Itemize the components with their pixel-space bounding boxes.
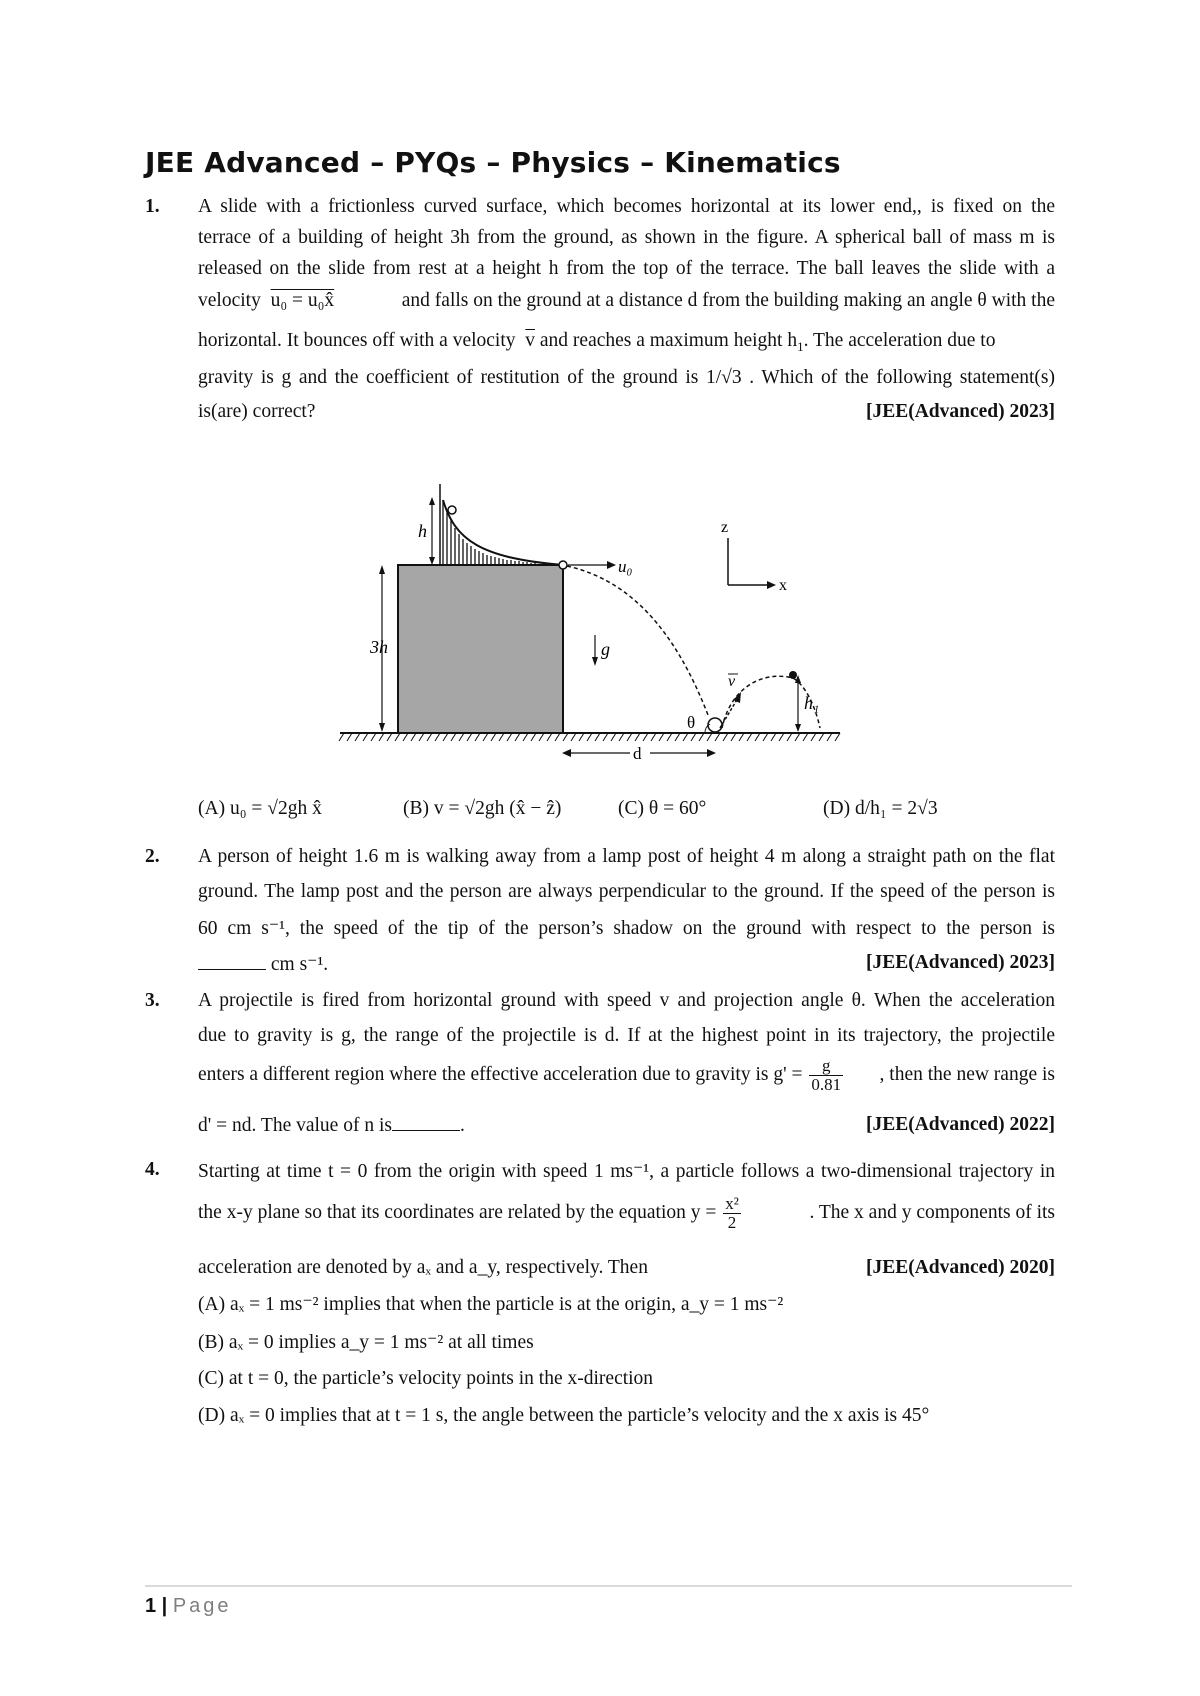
question-line: 60 cm s⁻¹, the speed of the tip of the person’s shadow on the ground with respect to the person is <box>198 918 1055 939</box>
v-label: v <box>728 673 736 690</box>
question-line: Starting at time t = 0 from the origin with speed 1 ms⁻¹, a particle follows a two-dimensional trajectory in <box>198 1161 1055 1182</box>
line-text: horizontal. It bounces off with a velocity <box>198 330 516 351</box>
building <box>398 565 563 733</box>
exam-tag: [JEE(Advanced) 2020] <box>865 1257 1055 1278</box>
exam-tag: [JEE(Advanced) 2023] <box>865 401 1055 422</box>
line-text: . The acceleration due to <box>803 330 996 351</box>
x-axis-label: x <box>779 577 787 594</box>
ball-at-edge <box>559 561 567 569</box>
question-line: ground. The lamp post and the person are always perpendicular to the ground. If the speed of the person is <box>198 881 1055 902</box>
question-number: 4. <box>145 1159 160 1180</box>
question-line: released on the slide from rest at a height h from the top of the terrace. The ball leaves the slide with a <box>198 258 1055 279</box>
line-text: and reaches a maximum height h <box>539 330 798 351</box>
ball-impact <box>708 718 722 732</box>
u0-expression: u₀ = u₀x̂ <box>270 290 335 311</box>
exam-tag: [JEE(Advanced) 2023] <box>865 952 1055 973</box>
answer-blank[interactable] <box>392 1114 460 1131</box>
question-line: terrace of a building of height 3h from the ground, as shown in the figure. A spherical ball of mass m is <box>198 227 1055 248</box>
option-c[interactable]: (C) at t = 0, the particle’s velocity points in the x-direction <box>198 1368 654 1389</box>
question-line: A projectile is fired from horizontal ground with speed v and projection angle θ. When the acceleration <box>198 990 1055 1011</box>
u0-label: u₀ <box>618 557 633 576</box>
theta-label: θ <box>687 713 696 732</box>
option-d[interactable]: (D) d/h₁ = 2√3 <box>823 798 938 819</box>
page-word: Page <box>172 1595 232 1617</box>
option-c[interactable]: (C) θ = 60° <box>618 798 707 819</box>
projectile-trajectory <box>567 566 708 715</box>
ball-start <box>448 506 456 514</box>
page-footer <box>145 1595 232 1618</box>
ground-hatching <box>339 733 840 741</box>
velocity-word: velocity <box>198 290 261 311</box>
v-vector-symbol: $\overline{v}$ <box>525 330 536 351</box>
h1-subscript: 1 <box>797 338 804 354</box>
question-line: d' = nd. The value of n is . <box>198 1115 465 1136</box>
question-line: acceleration are denoted by aₓ and a_y, respectively. Then <box>198 1257 648 1278</box>
z-axis-label: z <box>721 519 729 536</box>
line-text: d' = nd. The value of n is <box>198 1115 392 1136</box>
question-line: A person of height 1.6 m is walking away from a lamp post of height 4 m along a straight path on the flat <box>198 846 1055 867</box>
line-text: enters a different region where the effective acceleration due to gravity is g' = <box>198 1063 803 1085</box>
h-label: h <box>418 521 427 541</box>
question-line: gravity is g and the coefficient of restitution of the ground is 1/√3 . Which of the following statement(s) <box>198 367 1055 388</box>
unit-text: cm s⁻¹. <box>270 954 329 975</box>
line-text: and falls on the ground at a distance d from the building making an angle θ with the <box>401 290 1055 311</box>
exam-tag: [JEE(Advanced) 2022] <box>865 1114 1055 1135</box>
question-line: due to gravity is g, the range of the projectile is d. If at the highest point in its trajectory, the projectile <box>198 1025 1055 1046</box>
fraction: $\frac{g}{0.81}$ <box>811 1056 842 1094</box>
option-a[interactable]: (A) aₓ = 1 ms⁻² implies that when the particle is at the origin, a_y = 1 ms⁻² <box>198 1294 784 1315</box>
ball-max-height <box>789 671 797 679</box>
question-number: 1. <box>145 196 160 217</box>
line-text: . The x and y components of its <box>809 1202 1055 1224</box>
h1-label: h₁ <box>804 693 820 713</box>
footer-separator: | <box>156 1595 173 1617</box>
option-a[interactable]: (A) u₀ = √2gh x̂ <box>198 798 322 819</box>
option-b[interactable]: (B) aₓ = 0 implies a_y = 1 ms⁻² at all times <box>198 1332 534 1353</box>
question-line: is(are) correct? <box>198 401 316 422</box>
question-line <box>198 290 1055 312</box>
question-line <box>198 1057 1055 1094</box>
question-line: A slide with a frictionless curved surface, which becomes horizontal at its lower end,, is fixed on the <box>198 196 1055 217</box>
slide-hatching <box>443 500 535 565</box>
question-line <box>198 1195 1055 1232</box>
line-text: , then the new range is <box>879 1064 1055 1086</box>
question-number: 2. <box>145 846 160 867</box>
question-line <box>198 330 1055 352</box>
v-arrow <box>720 698 738 728</box>
slide-building-figure <box>330 470 850 770</box>
d-label: d <box>633 744 642 763</box>
page-number: 1 <box>145 1595 157 1617</box>
option-b[interactable]: (B) v = √2gh (x̂ − ẑ) <box>403 798 562 819</box>
answer-blank[interactable] <box>198 953 266 970</box>
question-number: 3. <box>145 990 160 1011</box>
three-h-label: 3h <box>370 637 388 657</box>
footer-divider <box>145 1585 1072 1587</box>
g-label: g <box>601 639 610 659</box>
option-d[interactable]: (D) aₓ = 0 implies that at t = 1 s, the angle between the particle’s velocity and the x axis is 45° <box>198 1405 930 1426</box>
fraction: $\frac{\text{x²}}{2}$ <box>725 1194 739 1232</box>
page-title: JEE Advanced – PYQs – Physics – Kinematics <box>145 146 841 179</box>
line-text: the x-y plane so that its coordinates are related by the equation y = <box>198 1201 717 1223</box>
curved-slide <box>443 500 563 565</box>
